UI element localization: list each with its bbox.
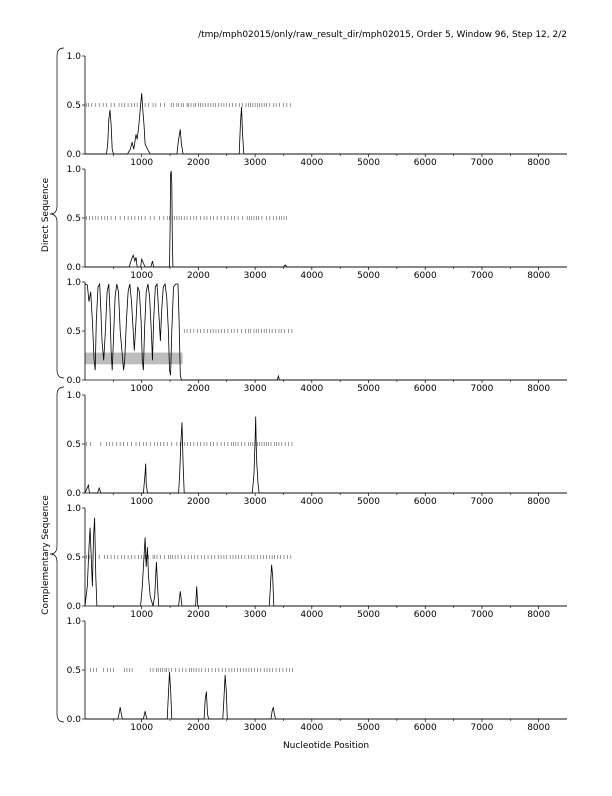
shaded-region xyxy=(85,353,183,365)
x-tick-label: 2000 xyxy=(186,384,210,394)
x-tick-label: 6000 xyxy=(413,610,437,620)
complementary-group-label: Complementary Sequence xyxy=(41,495,51,615)
x-tick-label: 1000 xyxy=(130,158,154,168)
y-tick-label: 1.0 xyxy=(66,278,81,288)
complementary-group-brace xyxy=(50,387,64,722)
x-tick-label: 5000 xyxy=(357,497,380,507)
x-tick-label: 2000 xyxy=(186,610,210,620)
y-tick-label: 0.0 xyxy=(66,489,81,499)
x-tick-label: 4000 xyxy=(300,723,324,733)
x-tick-label: 8000 xyxy=(527,610,551,620)
x-tick-label: 2000 xyxy=(186,497,210,507)
x-tick-label: 6000 xyxy=(413,384,437,394)
x-tick-label: 1000 xyxy=(130,723,154,733)
y-tick-label: 0.5 xyxy=(66,553,81,563)
x-tick-label: 4000 xyxy=(300,384,324,394)
x-tick-label: 3000 xyxy=(243,158,267,168)
x-tick-label: 6000 xyxy=(413,158,437,168)
series-line xyxy=(85,93,567,154)
y-tick-label: 0.0 xyxy=(66,376,81,386)
x-tick-label: 5000 xyxy=(357,158,380,168)
x-tick-label: 4000 xyxy=(300,158,324,168)
series-line xyxy=(85,417,567,493)
x-tick-label: 1000 xyxy=(130,610,154,620)
x-tick-label: 8000 xyxy=(527,384,551,394)
panel-1 xyxy=(67,52,567,168)
x-tick-label: 7000 xyxy=(470,384,494,394)
y-tick-label: 1.0 xyxy=(66,391,81,401)
x-tick-label: 2000 xyxy=(186,158,210,168)
x-tick-label: 5000 xyxy=(357,271,380,281)
x-tick-label: 8000 xyxy=(527,723,551,733)
y-tick-label: 0.0 xyxy=(66,150,81,160)
x-tick-label: 1000 xyxy=(130,497,154,507)
series-line xyxy=(85,284,567,380)
x-tick-label: 3000 xyxy=(243,271,267,281)
x-tick-label: 6000 xyxy=(413,271,437,281)
panel-5 xyxy=(67,504,567,620)
x-tick-label: 4000 xyxy=(300,497,324,507)
series-line xyxy=(85,672,567,719)
direct-group-label: Direct Sequence xyxy=(41,177,51,253)
y-tick-label: 0.0 xyxy=(66,263,81,273)
y-tick-label: 0.5 xyxy=(66,440,81,450)
x-tick-label: 6000 xyxy=(413,497,437,507)
header-text: /tmp/mph02015/only/raw_result_dir/mph02015, Order 5, Window 96, Step 12, 2/2 xyxy=(198,30,567,40)
y-tick-label: 1.0 xyxy=(66,52,81,62)
panel-4 xyxy=(67,391,567,507)
x-tick-label: 8000 xyxy=(527,271,551,281)
x-tick-label: 1000 xyxy=(130,271,154,281)
x-tick-label: 3000 xyxy=(243,384,267,394)
x-tick-label: 2000 xyxy=(186,271,210,281)
x-tick-label: 8000 xyxy=(527,158,551,168)
panels xyxy=(67,52,567,733)
y-tick-label: 0.0 xyxy=(66,715,81,725)
series-line xyxy=(85,171,567,267)
y-tick-label: 0.0 xyxy=(66,602,81,612)
series-line xyxy=(85,518,567,606)
panel-2 xyxy=(67,165,567,281)
x-tick-label: 3000 xyxy=(243,610,267,620)
x-tick-label: 3000 xyxy=(243,497,267,507)
x-axis-label: Nucleotide Position xyxy=(282,741,370,751)
y-tick-label: 0.5 xyxy=(66,327,81,337)
y-tick-label: 0.5 xyxy=(66,101,81,111)
direct-group-brace xyxy=(50,48,64,378)
x-tick-label: 3000 xyxy=(243,723,267,733)
x-tick-label: 5000 xyxy=(357,723,380,733)
x-tick-label: 7000 xyxy=(470,271,494,281)
x-tick-label: 7000 xyxy=(470,610,494,620)
x-tick-label: 1000 xyxy=(130,384,154,394)
y-tick-label: 1.0 xyxy=(66,504,81,514)
panel-3 xyxy=(67,278,567,394)
y-tick-label: 0.5 xyxy=(66,666,81,676)
x-tick-label: 4000 xyxy=(300,610,324,620)
panel-6 xyxy=(67,617,567,733)
x-tick-label: 8000 xyxy=(527,497,551,507)
y-tick-label: 1.0 xyxy=(66,617,81,627)
x-tick-label: 7000 xyxy=(470,497,494,507)
x-tick-label: 7000 xyxy=(470,158,494,168)
y-tick-label: 1.0 xyxy=(66,165,81,175)
x-tick-label: 6000 xyxy=(413,723,437,733)
x-tick-label: 5000 xyxy=(357,610,380,620)
x-tick-label: 5000 xyxy=(357,384,380,394)
y-tick-label: 0.5 xyxy=(66,214,81,224)
x-tick-label: 4000 xyxy=(300,271,324,281)
x-tick-label: 7000 xyxy=(470,723,494,733)
x-tick-label: 2000 xyxy=(186,723,210,733)
